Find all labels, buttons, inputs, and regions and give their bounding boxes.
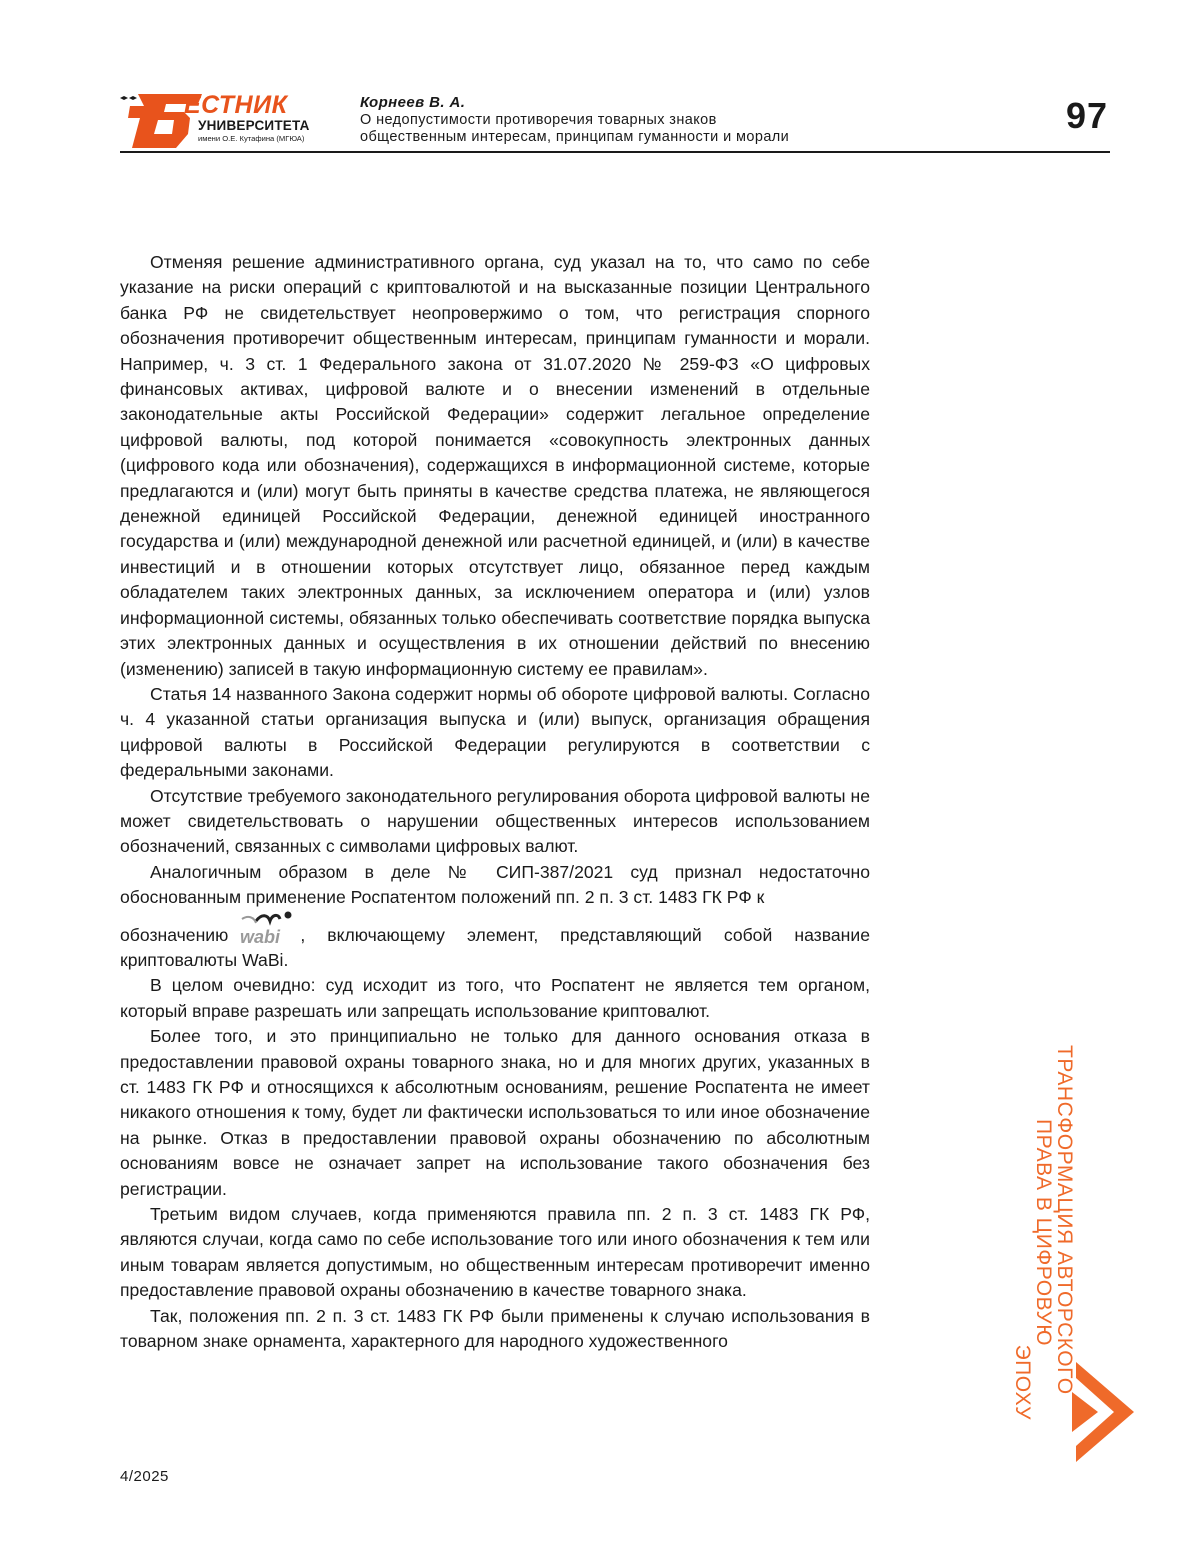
- logo-sentence-end: , включающему элемент, представляющий собой название криптовалюты WaBi.: [120, 924, 870, 970]
- page-number: 97: [1065, 95, 1108, 136]
- section-label-line-1: ТРАНСФОРМАЦИЯ АВТОРСКОГО: [1053, 1045, 1076, 1395]
- paragraph: Отсутствие требуемого законодательного регулирования оборота цифровой валюты не может свидетельствовать о нарушении общественных интересов использованием обозначений, связанных с символами цифровых валют.: [120, 785, 870, 857]
- section-label: [990, 1045, 1075, 1420]
- paragraph: Отменяя решение административного органа, суд указал на то, что само по себе указание на риски операций с криптовалютой и на высказанные позиции Центрального банка РФ не свидетельствует неопровержимо о том, что регистрация спорного обозначения противоречит общественным интересам, принципам гуманности и морали. Например, ч. 3 ст. 1 Федерального закона от 31.07.2020 № 259-ФЗ «О цифровых финансовых активах, цифровой валюте и о внесении изменений в отдельные законодательные акты Российской Федерации» содержит легальное определение цифровой валюты, под которой понимается «совокупность электронных данных (цифрового кода или обозначения), содержащихся в информационной системе, которые предлагаются и (или) могут быть приняты в качестве средства платежа, не являющегося денежной единицей Российской Федерации, денежной единицей иностранного государства и (или) международной денежной или расчетной единицей, и (или) в качестве инвестиций и в отношении которых отсутствует лицо, обязанное перед каждым обладателем таких электронных данных, за исключением оператора и (или) узлов информационной системы, обязанных только обеспечивать соответствие порядка выпуска этих электронных данных и осуществления в их отношении действий по внесению (изменению) записей в такую информационную систему ее правилам».: [120, 252, 870, 679]
- section-label-line-3: ЭПОХУ: [1011, 1344, 1034, 1420]
- paragraph-with-logo: [120, 911, 870, 974]
- paragraph: Статья 14 названного Закона содержит нормы об обороте цифровой валюты. Согласно ч. 4 указанной статьи организация выпуска и (или) выпуск, организация обращения цифровой валюты в Российской Федерации регулируются в соответствии с федеральными законами.: [120, 683, 870, 781]
- section-arrow-icon: [1072, 1362, 1134, 1462]
- article-title-line-1: О недопустимости противоречия товарных знаков: [360, 112, 717, 128]
- paragraph: Так, положения пп. 2 п. 3 ст. 1483 ГК РФ были применены к случаю использования в товарном знаке орнамента, характерного для народного художественного: [120, 1305, 870, 1352]
- section-label-line-2: ПРАВА В ЦИФРОВУЮ: [1032, 1118, 1055, 1347]
- article-body: [120, 250, 870, 1354]
- header-divider: [120, 151, 1110, 153]
- logo-subtitle: УНИВЕРСИТЕТА: [198, 118, 310, 133]
- paragraph: Более того, и это принципиально не только для данного основания отказа в предоставлении правовой охраны товарного знака, но и для многих других, указанных в ст. 1483 ГК РФ и относящихся к абсолютным основаниям, решение Роспатента не имеет никакого отношения к тому, будет ли фактически использоваться то или иное обозначение на рынке. Отказ в предоставлении правовой охраны обозначению по абсолютным основаниям вовсе не означает запрет на использование такого обозначения без регистрации.: [120, 1026, 870, 1199]
- wabi-trademark-logo: [234, 911, 294, 945]
- wabi-logo-text: wabi: [240, 926, 281, 945]
- paragraph: В целом очевидно: суд исходит из того, что Роспатент не является тем органом, который вправе разрешать или запрещать использование криптовалют.: [120, 975, 870, 1021]
- logo-sentence-start: обозначению: [120, 924, 229, 945]
- logo-university-name: имени О.Е. Кутафина (МГЮА): [198, 134, 305, 143]
- issue-number: 4/2025: [120, 1468, 169, 1485]
- running-header: [360, 94, 1000, 146]
- paragraph: Третьим видом случаев, когда применяются правила пп. 2 п. 3 ст. 1483 ГК РФ, являются случаи, когда само по себе использование того или иного обозначения к тем или иным товарам является допустимым, но общественным интересам противоречит именно предоставление правовой охраны обозначению в качестве товарного знака.: [120, 1204, 870, 1301]
- logo-title: ЕСТНИК: [184, 91, 288, 119]
- paragraph: Аналогичным образом в деле № СИП-387/2021 суд признал недостаточно обоснованным применение Роспатентом положений пп. 2 п. 3 ст. 1483 ГК РФ к: [120, 861, 870, 908]
- author-name: Корнеев В. А.: [360, 94, 466, 111]
- wabi-mark-icon: [234, 911, 294, 945]
- journal-logo: [118, 92, 323, 150]
- article-title-line-2: общественным интересам, принципам гуманности и морали: [360, 129, 790, 145]
